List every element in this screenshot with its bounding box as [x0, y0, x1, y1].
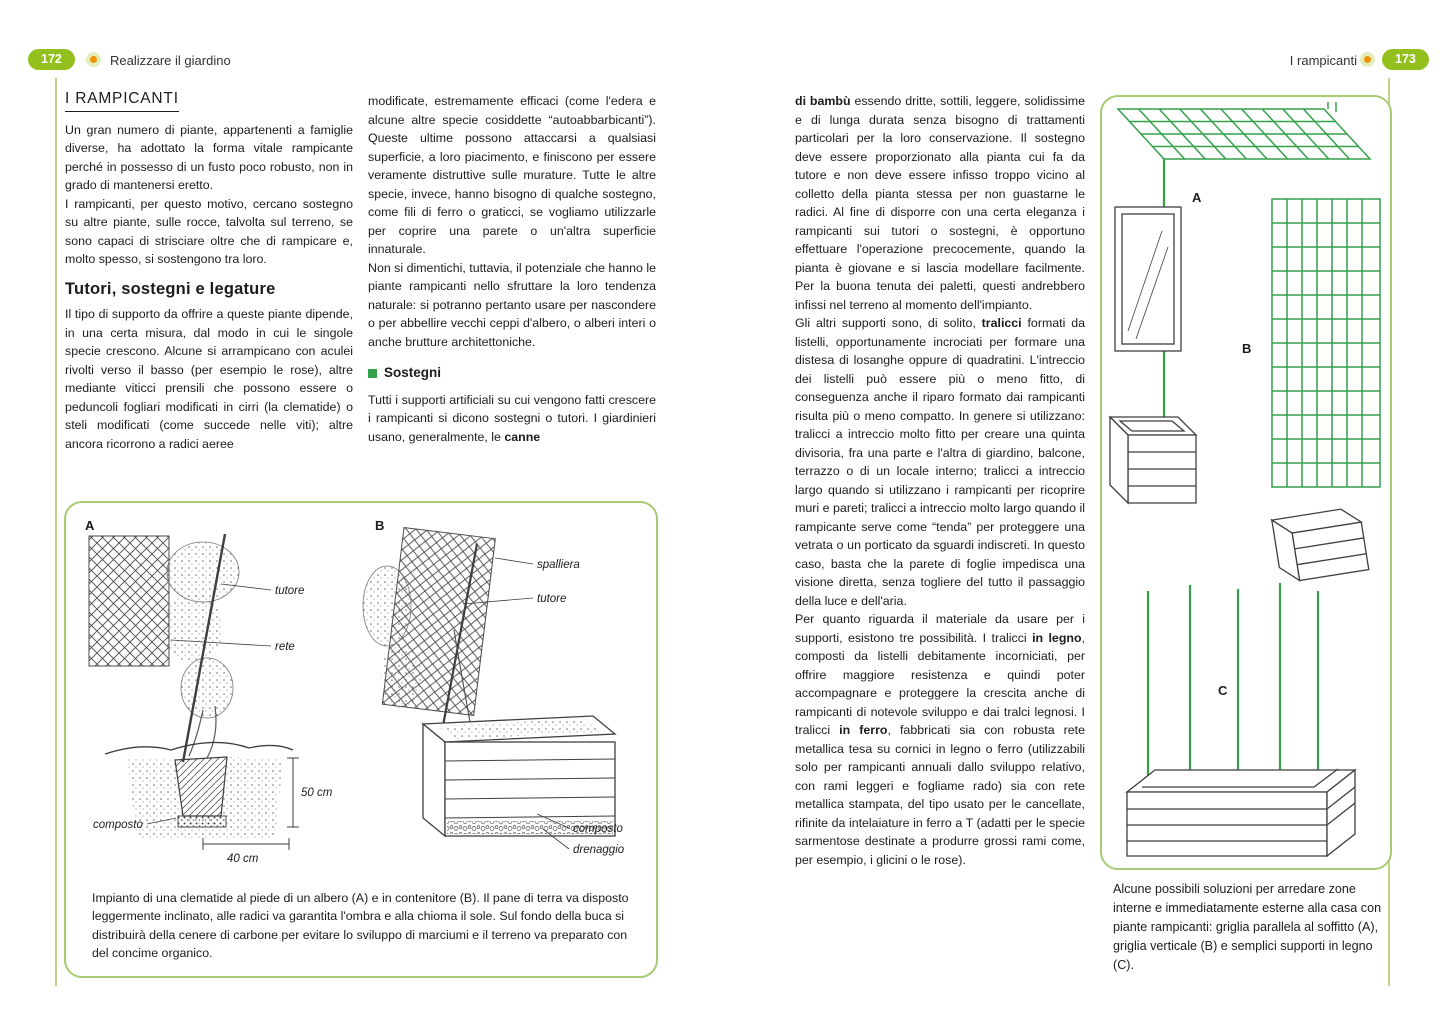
subsection-heading-row: [368, 364, 656, 383]
page-number-left: 172: [28, 49, 75, 70]
annotation-spalliera: spalliera: [537, 559, 580, 571]
figure-label-c-right: C: [1218, 683, 1228, 698]
paragraph: Il tipo di supporto da offrire a queste piante dipende, in una certa misura, dal modo in cui le singole specie crescono. Alcune si arrampicano con aculei rivolti verso il basso (per esempio le rose), altre mediante viticci prensili che possono essere o peduncoli fogliari modificati in cirri (la clematide) o steli modificati (come succede nelle viti); altre ancora ricorrono a radici aeree: [65, 307, 353, 451]
drawing-b-clematis-in-container: [363, 518, 625, 856]
planting-diagram-drawing: [75, 510, 649, 876]
section-heading: Tutori, sostegni e legature: [65, 279, 276, 298]
figure-caption-right: Alcune possibili soluzioni per arredare zone interne e immediatamente esterne alla casa con piante rampicanti: griglia parallela al soffitto (A), griglia verticale (B) e semplici supporti in legno (C).: [1113, 882, 1382, 972]
figure-label-b: B: [375, 518, 385, 533]
tilted-planter: [1272, 506, 1369, 583]
dimension-50cm-label: 50 cm: [301, 787, 333, 799]
paragraph: Un gran numero di piante, appartenenti a famiglie diverse, ha adottato la forma vitale rampicante perché in possesso di un fusto poco robusto, non in grado di mantenersi eretto.: [65, 122, 353, 192]
green-square-bullet-icon: [368, 369, 377, 378]
running-head-right: I rampicanti: [1289, 53, 1357, 68]
figure-label-b-right: B: [1242, 341, 1252, 356]
page-marker-dot-left: [86, 52, 101, 67]
supports-drawing: [1104, 99, 1390, 868]
running-head-left: Realizzare il giardino: [110, 53, 231, 68]
annotation-rete: rete: [275, 641, 295, 653]
annotation-composto-a: composto: [93, 819, 143, 831]
annotation-tutore-a: tutore: [275, 585, 305, 597]
dimension-40cm-label: 40 cm: [227, 853, 259, 865]
paragraph: Non si dimentichi, tuttavia, il potenziale che hanno le piante rampicanti nello sfruttare la loro tendenza naturale: si potranno pertanto usare per nascondere o per abbellire vecchi ceppi d'albero, o alberi interi o anche brutture architettoniche.: [368, 260, 656, 349]
wooden-poles-c: [1148, 583, 1318, 799]
drawing-a-clematis-by-tree: [85, 518, 333, 865]
paragraph: Gli altri supporti sono, di solito, tralicci formati da listelli, opportunamente incrociati per formare una distesa di losanghe oppure di quadratini. L'intreccio dei listelli può essere più o meno fitto, di conseguenza anche il riparo formato dai rampicanti risulta più o meno compatto. In genere si utilizzano: tralicci a intreccio molto fitto per creare una quinta divisoria, fra una parte e l'altra di giardino, balcone, terrazzo o di un locale interno; tralicci a intreccio largo quando si utilizzano i rampicanti per ricoprire muri e pareti; tralicci a intreccio molto largo quando il rampicante serve come “tenda” per proteggere una vetrata o un porticato da sguardi indiscreti. In questo caso, basta che la parete di foglie impedisca una visione diretta, senza togliere del tutto il passaggio della luce e dell'aria.: [795, 316, 1085, 608]
annotation-drenaggio: drenaggio: [573, 844, 625, 856]
figure-supports-panel: [1100, 95, 1392, 870]
page-marker-dot-right: [1360, 52, 1375, 67]
left-page-column-2: [368, 92, 656, 446]
article-title: I RAMPICANTI: [65, 90, 179, 112]
square-planter: [1110, 417, 1196, 503]
subsection-heading: Sostegni: [384, 365, 442, 380]
left-page-column-1: [65, 90, 353, 453]
figure-planting-diagram: [64, 501, 658, 978]
paragraph: di bambù essendo dritte, sottili, leggere, solidissime e di lunga durata senza bisogno di trattamenti particolari per la loro conservazione. Il sostegno deve essere proporzionato alla pianta cui fa da tutore e non deve essere infisso troppo vicino al colletto della pianta stessa per non guastarne le radici. Al fine di disporre con una certa eleganza i rampicanti sui tutori o sostegni, è opportuno effettuare l'operazione precocemente, quando la pianta è giovane e si lascia modellare facilmente. Per la buona tenuta dei paletti, questi andrebbero infissi nel terreno al momento dell'impianto.: [795, 94, 1085, 312]
paragraph: Tutti i supporti artificiali su cui vengono fatti crescere i rampicanti si dicono sostegni o tutori. I giardinieri usano, generalmente, le canne: [368, 392, 656, 444]
annotation-tutore-b: tutore: [537, 593, 567, 605]
figure-caption-left: Impianto di una clematide al piede di un albero (A) e in contenitore (B). Il pane di terra va disposto leggermente inclinato, alle radici va garantita l'ombra e alla chioma il sole. Sul fondo della buca si distribuirà della cenere di carbone per evitare lo sviluppo di marciumi e il terreno va preparato con del concime organico.: [92, 890, 629, 961]
right-page-column: [795, 92, 1085, 869]
paragraph: modificate, estremamente efficaci (come l'edera e alcune altre specie cosiddette “autoabbarbicanti”). Queste ultime possono attaccarsi a qualsiasi superficie, a loro piacimento, e finiscono per essere veramente distruttive sulle murature. Tutte le altre specie, invece, hanno bisogno di qualche sostegno, come fili di ferro o graticci, se vogliamo utilizzarle per coprire una parete o un'altra superficie innaturale.: [368, 94, 656, 256]
root-ball: [175, 757, 227, 816]
ceiling-grid-a: [1118, 102, 1370, 159]
long-planter: [1127, 769, 1355, 856]
paragraph: I rampicanti, per questo motivo, cercano sostegno su altre piante, sulle rocce, talvolta sul terreno, se sono capaci di strisciare oltre che di rampicare e, molto spesso, si sostengono tra loro.: [65, 196, 353, 266]
paragraph: Per quanto riguarda il materiale da usare per i supporti, esistono tre possibilità. I tralicci in legno, composti da listelli debitamente incorniciati, per offrire maggiore resistenza e quindi poter accompagnare e proteggere la crescita anche di rampicanti di notevole sviluppo e dai tralci legnosi. I tralicci in ferro, fabbricati sia con robusta rete metallica tesa su cornici in legno o ferro (utilizzabili solo per rampicanti annuali dallo sviluppo relativo, con rami leggeri e fogliame rado) sia con rete metallica stampata, del tipo usato per le cancellate, rifinite da intelaiature in ferro a T (adatti per le specie sarmentose destinate a produrre grossi rami come, per esempio, i glicini o le rose).: [795, 612, 1085, 867]
page-number-right: 173: [1382, 49, 1429, 70]
annotation-composto-b: composto: [573, 823, 623, 835]
vertical-trellis-b: [1272, 199, 1380, 487]
figure-label-a: A: [85, 518, 95, 533]
left-margin-rule: [55, 78, 57, 986]
window: [1115, 207, 1181, 351]
composto-layer-a: [178, 816, 226, 827]
figure-label-a-right: A: [1192, 190, 1202, 205]
